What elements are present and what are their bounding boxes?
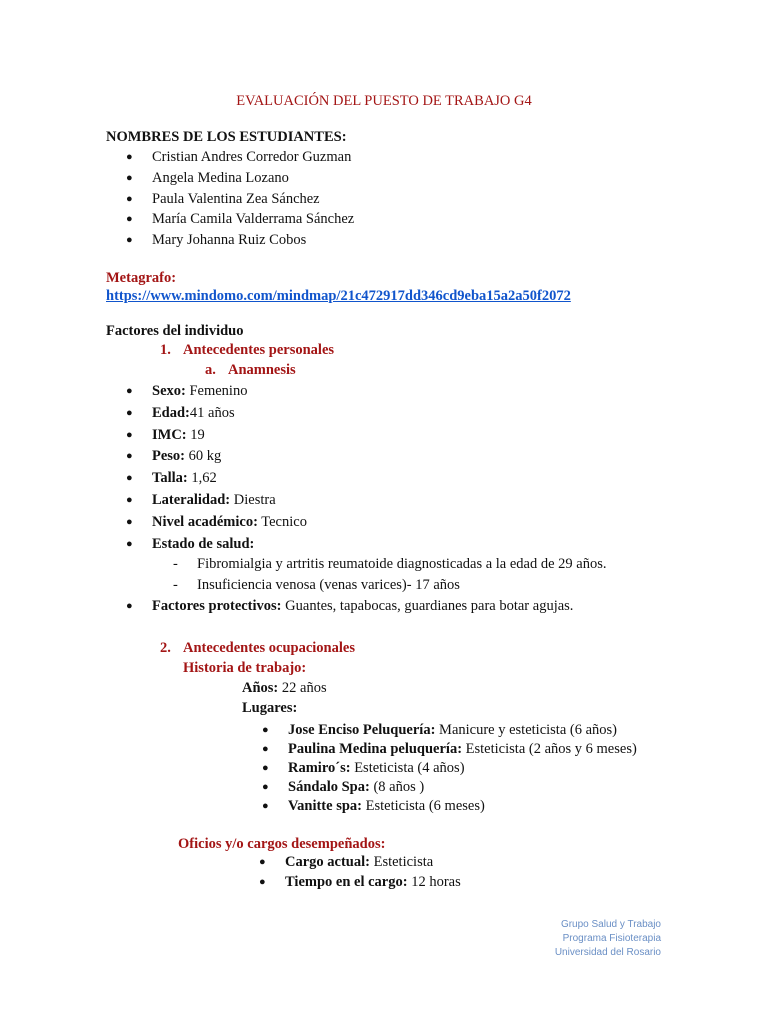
student-item: ● Mary Johanna Ruiz Cobos: [152, 231, 306, 249]
anamnesis-item: ● Estado de salud:: [152, 535, 254, 553]
lugar-item: ● Jose Enciso Peluquería: Manicure y esteticista (6 años): [288, 721, 617, 739]
lugar-item: ● Paulina Medina peluquería: Esteticista (2 años y 6 meses): [288, 740, 637, 758]
anamnesis-item: ● Sexo: Femenino: [152, 382, 247, 400]
anamnesis-item: ● Talla: 1,62: [152, 469, 217, 487]
section1-number: 1.: [160, 342, 171, 358]
historia-heading: Historia de trabajo:: [183, 660, 307, 676]
sub-a-title: Anamnesis: [228, 362, 296, 378]
salud-item: - Fibromialgia y artritis reumatoide diagnosticadas a la edad de 29 años.: [173, 556, 607, 572]
student-item: ● Angela Medina Lozano: [152, 169, 289, 187]
anamnesis-item: ● Nivel académico: Tecnico: [152, 513, 307, 531]
anamnesis-item: ● Peso: 60 kg: [152, 447, 221, 465]
lugar-item: ● Vanitte spa: Esteticista (6 meses): [288, 797, 485, 815]
anos-line: Años: 22 años: [242, 680, 327, 696]
oficio-item: ● Cargo actual: Esteticista: [285, 853, 433, 871]
document-title: EVALUACIÓN DEL PUESTO DE TRABAJO G4: [236, 93, 532, 109]
lugares-heading: Lugares:: [242, 700, 298, 716]
footer-line-3: Universidad del Rosario: [554, 947, 661, 958]
sub-a-letter: a.: [205, 362, 216, 378]
metagrafo-label: Metagrafo:: [106, 270, 177, 286]
oficios-heading: Oficios y/o cargos desempeñados:: [178, 836, 386, 852]
section2-number: 2.: [160, 640, 171, 656]
lugar-item: ● Ramiro´s: Esteticista (4 años): [288, 759, 465, 777]
section2-title: Antecedentes ocupacionales: [183, 640, 355, 656]
anamnesis-item: ● Lateralidad: Diestra: [152, 491, 276, 509]
student-item: ● María Camila Valderrama Sánchez: [152, 210, 354, 228]
metagrafo-link[interactable]: https://www.mindomo.com/mindmap/21c472917dd346cd9eba15a2a50f2072: [106, 288, 571, 304]
student-item: ● Paula Valentina Zea Sánchez: [152, 190, 320, 208]
anamnesis-item: ● IMC: 19: [152, 426, 205, 444]
footer-line-2: Programa Fisioterapia: [562, 933, 661, 944]
students-heading: NOMBRES DE LOS ESTUDIANTES:: [106, 129, 347, 145]
student-item: ● Cristian Andres Corredor Guzman: [152, 148, 351, 166]
lugar-item: ● Sándalo Spa: (8 años ): [288, 778, 424, 796]
salud-item: - Insuficiencia venosa (venas varices)- 17 años: [173, 577, 460, 593]
footer-line-1: Grupo Salud y Trabajo: [560, 919, 661, 930]
protectivos-item: ● Factores protectivos: Guantes, tapabocas, guardianes para botar agujas.: [152, 597, 573, 615]
oficio-item: ● Tiempo en el cargo: 12 horas: [285, 873, 461, 891]
factores-heading: Factores del individuo: [106, 323, 244, 339]
anamnesis-item: ● Edad:41 años: [152, 404, 235, 422]
section1-title: Antecedentes personales: [183, 342, 335, 358]
